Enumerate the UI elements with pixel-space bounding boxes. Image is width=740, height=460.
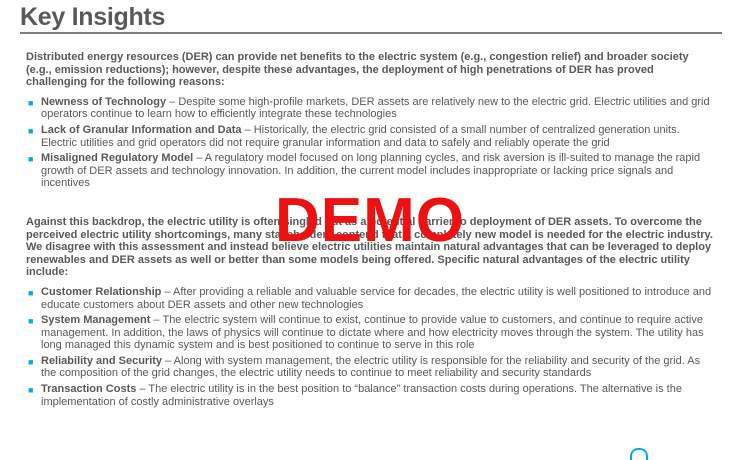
square-bullet-icon: ■ <box>28 125 34 136</box>
square-bullet-icon: ■ <box>28 97 34 108</box>
bullet-term: Misaligned Regulatory Model <box>41 152 194 165</box>
list-item <box>26 286 716 311</box>
list-item <box>26 355 716 380</box>
square-bullet-icon: ■ <box>28 385 34 396</box>
square-bullet-icon: ■ <box>28 316 34 327</box>
list-item <box>26 383 716 408</box>
bullet-text: – A regulatory model focused on long planning cycles, and risk aversion is ill-suited to manage the rapid growth of DER assets and technology innovation. In addition, the current model includes inappropriate or lacking price signals and incentives <box>41 152 701 190</box>
square-bullet-icon: ■ <box>28 356 34 367</box>
title-bar <box>20 2 722 34</box>
bullet-term: Customer Relationship <box>41 285 162 298</box>
bullet-text: – Historically, the electric grid consisted of a small number of centralized generation units. Electric utilities and grid operators did not require granular information and data to safely and reliably operate the grid <box>41 123 680 149</box>
bullet-term: System Management <box>41 314 151 327</box>
square-bullet-icon: ■ <box>28 287 34 298</box>
bullet-text: – Along with system management, the electric utility is responsible for the reliability and security of the grid. As the composition of the grid changes, the electric utility needs to continue to meet reliability and security standards <box>41 354 701 380</box>
list-item <box>26 96 716 121</box>
logo-fragment-icon <box>630 448 648 460</box>
intro-paragraph: Distributed energy resources (DER) can provide net benefits to the electric system (e.g., congestion relief) and broader society (e.g., emission reductions); however, despite these advantages, the deployment of high penetrations of DER has proved challenging for the following reasons: <box>26 51 689 89</box>
advantages-list <box>26 286 716 408</box>
bullet-term: Newness of Technology <box>41 95 167 108</box>
bullet-text: – The electric utility is in the best position to “balance” transaction costs during operations. The alternative is the implementation of costly administrative overlays <box>41 383 682 408</box>
bullet-text: – The electric system will continue to exist, continue to provide value to customers, and continue to require active management. In addition, the laws of physics will continue to dictate where and how electricity moves through the system. The utility has long managed this dynamic system and is best positioned to continue to serve in this role <box>41 314 704 352</box>
list-item <box>26 314 716 352</box>
list-item <box>26 124 716 149</box>
bullet-text: – After providing a reliable and valuable service for decades, the electric utility is well positioned to introduce and educate customers about DER assets and other new technologies <box>41 285 712 311</box>
backdrop-paragraph: Against this backdrop, the electric utility is often singled out as a potential barrier to deployment of DER assets. To overcome the perceived electric utility shortcomings, many stakeholders contend that a completely new model is needed for the electric industry. We disagree with this assessment and instead believe electric utilities maintain natural advantages that can be leveraged to deploy renewables and DER assets as well or better than some models being offered. Specific natural advantages of the electric utility include: <box>26 215 713 279</box>
demo-watermark: DEMO <box>275 186 465 255</box>
bullet-term: Transaction Costs <box>41 383 137 396</box>
bullet-term: Lack of Granular Information and Data <box>41 123 242 136</box>
bullet-text: – Despite some high-profile markets, DER assets are relatively new to the electric grid. Electric utilities and grid operators continue to learn how to efficiently integrate these technologies <box>41 95 710 121</box>
page-title: Key Insights <box>20 3 166 31</box>
list-item <box>26 152 716 190</box>
reasons-list <box>26 96 716 190</box>
square-bullet-icon: ■ <box>28 154 34 165</box>
bullet-term: Reliability and Security <box>41 354 163 367</box>
